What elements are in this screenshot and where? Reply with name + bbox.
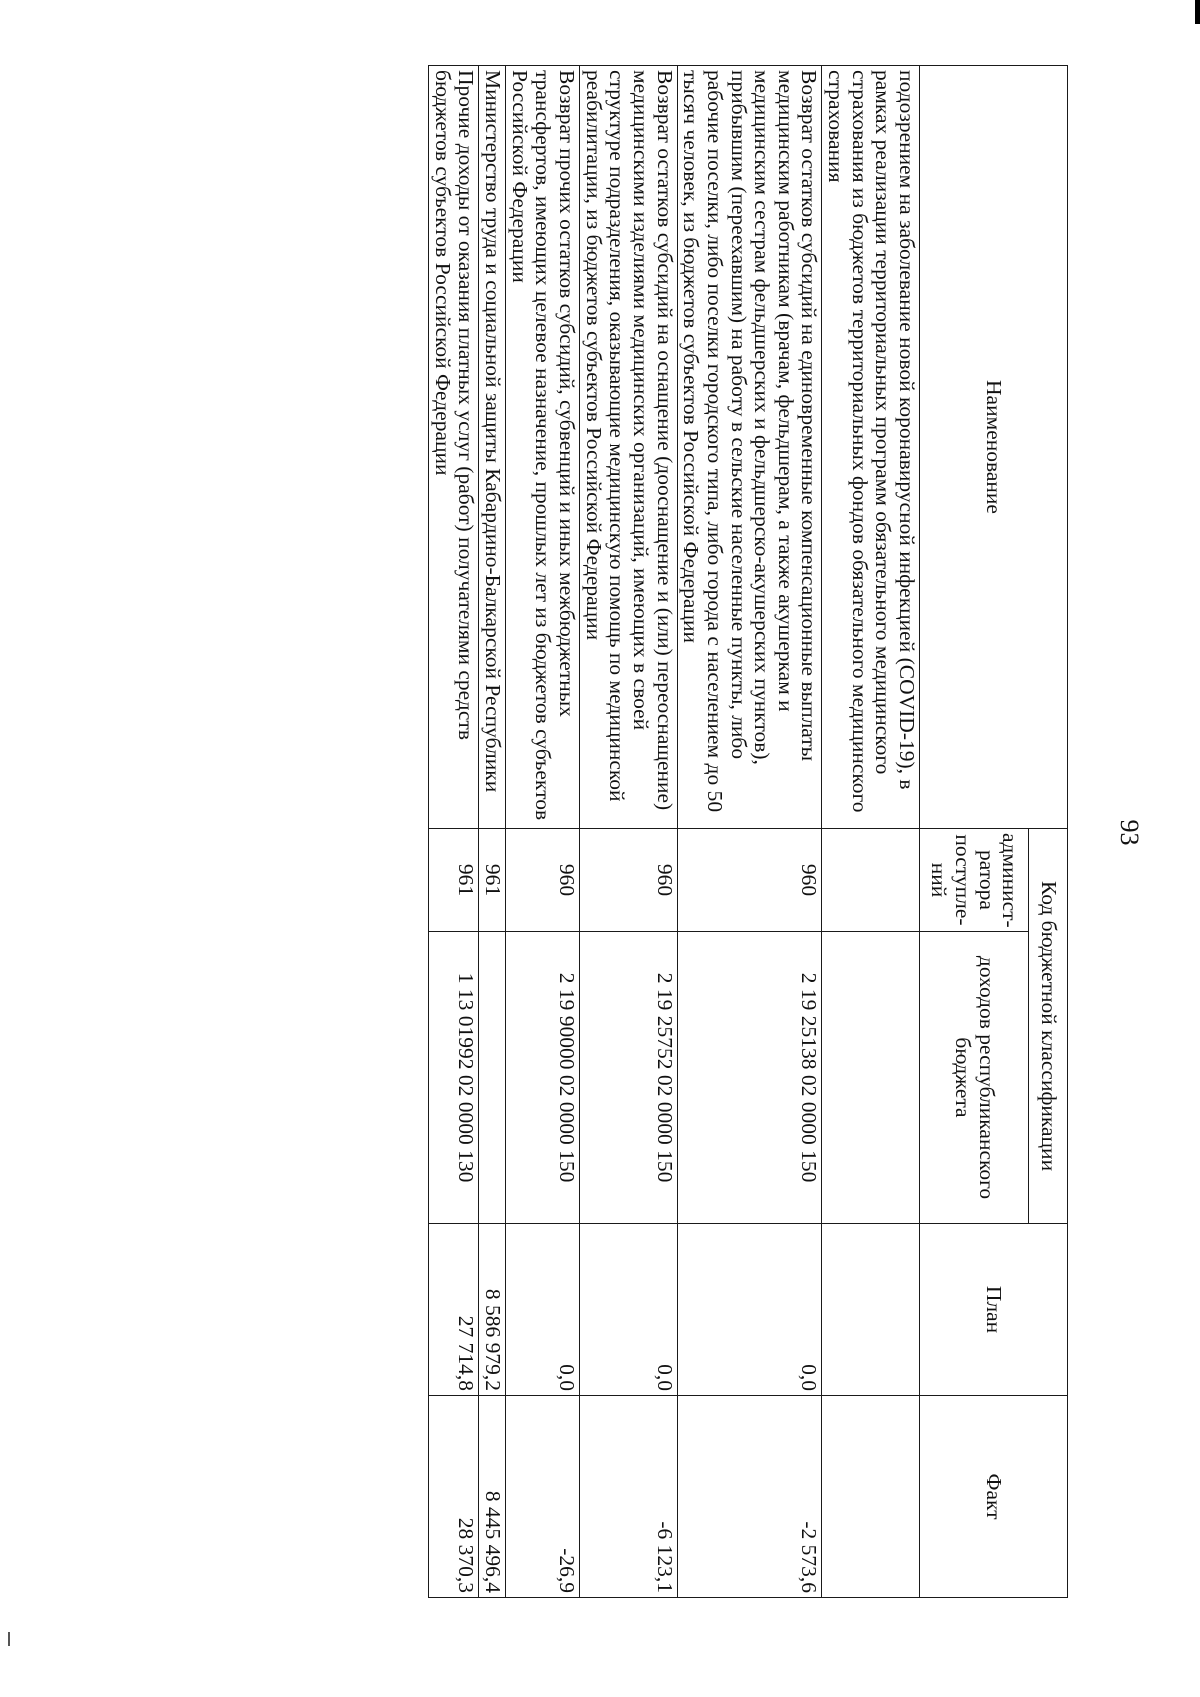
row-name: Возврат остатков субсидий на единовременные компенсационные выплаты медицинским работникам (врачам, фельдшерам, а также акушеркам и медицинским сестрам фельдшерских и фельдшерско-акушерских пунктов), прибывшим (переехавшим) на работу в сельские населенные пункты, либо рабочие поселки, либо поселки городского типа, либо города с населением до 50 тысяч человек, из бюджетов субъектов Российской Федерации [677, 66, 822, 829]
row-name: подозрением на заболевание новой коронавирусной инфекцией (COVID-19), в рамках реализации территориальных программ обязательного медицинского страхования из бюджетов территориальных фондов обязательного медицинского страхования [822, 66, 920, 829]
row-income-code [479, 932, 506, 1224]
row-name: Возврат прочих остатков субсидий, субвенций и иных межбюджетных трансфертов, имеющих целевое назначение, прошлых лет из бюджетов субъектов Российской Федерации [506, 66, 580, 829]
table-row [506, 66, 580, 1598]
header-plan: План [920, 1224, 1068, 1396]
header-name: Наименование [920, 66, 1068, 829]
row-income-code: 2 19 25752 02 0000 150 [580, 932, 678, 1224]
row-admin-code: 961 [479, 829, 506, 932]
row-plan [822, 1224, 920, 1396]
row-name: Министерство труда и социальной защиты Кабардино-Балкарской Республики [479, 66, 506, 829]
row-admin-code: 960 [677, 829, 822, 932]
table-row [677, 66, 822, 1598]
table-row [429, 66, 479, 1598]
table-row [580, 66, 678, 1598]
scan-margin-mark [8, 1632, 10, 1646]
row-income-code: 2 19 25138 02 0000 150 [677, 932, 822, 1224]
row-fact: -2 573,6 [677, 1396, 822, 1598]
row-name: Возврат остатков субсидий на оснащение (дооснащение и (или) переоснащение) медицинскими изделиями медицинских организаций, имеющих в своей структуре подразделения, оказывающие медицинскую помощь по медицинской реабилитации, из бюджетов субъектов Российской Федерации [580, 66, 678, 829]
row-income-code: 2 19 90000 02 0000 150 [506, 932, 580, 1224]
row-plan: 0,0 [677, 1224, 822, 1396]
header-budget-code: Код бюджетной классификации [1029, 829, 1068, 1224]
row-admin-code [822, 829, 920, 932]
row-admin-code: 960 [506, 829, 580, 932]
row-plan: 27 714,8 [429, 1224, 479, 1396]
row-admin-code: 960 [580, 829, 678, 932]
row-plan: 8 586 979,2 [479, 1224, 506, 1396]
row-plan: 0,0 [580, 1224, 678, 1396]
row-fact: -6 123,1 [580, 1396, 678, 1598]
row-fact: 28 370,3 [429, 1396, 479, 1598]
scan-edge-mark [1195, 0, 1200, 24]
budget-table [428, 65, 1068, 1598]
row-income-code: 1 13 01992 02 0000 130 [429, 932, 479, 1224]
header-income: доходов республиканского бюджета [920, 932, 1029, 1224]
row-fact [822, 1396, 920, 1598]
row-fact: -26,9 [506, 1396, 580, 1598]
header-row [1029, 66, 1068, 1598]
table-row [822, 66, 920, 1598]
row-income-code [822, 932, 920, 1224]
rotated-page [210, 60, 1200, 1605]
row-plan: 0,0 [506, 1224, 580, 1396]
header-administrator: админист-ратора поступле-ний [920, 829, 1029, 932]
row-name: Прочие доходы от оказания платных услуг (работ) получателями средств бюджетов субъектов Российской Федерации [429, 66, 479, 829]
row-fact: 8 445 496,4 [479, 1396, 506, 1598]
header-fact: Факт [920, 1396, 1068, 1598]
row-admin-code: 961 [429, 829, 479, 932]
table-row [479, 66, 506, 1598]
page-number: 93 [1115, 819, 1144, 846]
